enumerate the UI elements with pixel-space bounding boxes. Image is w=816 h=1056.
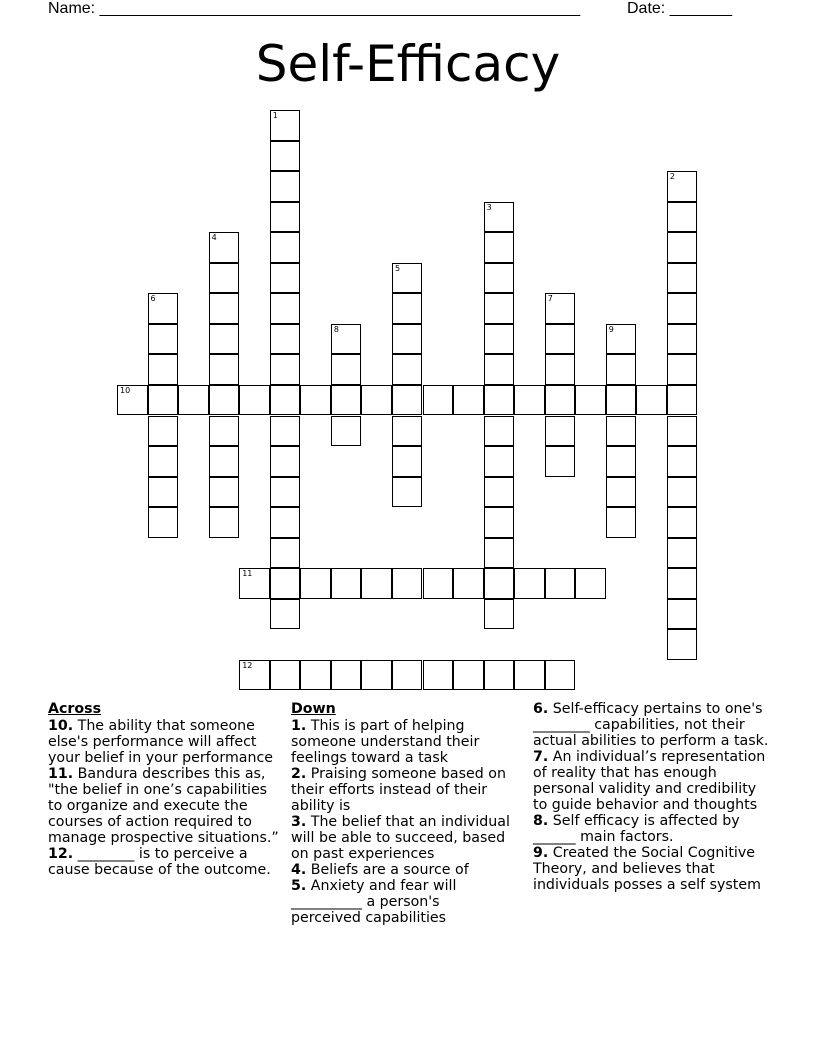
down-5-cell[interactable]	[392, 354, 423, 385]
clue-number: 1	[272, 111, 278, 120]
down-2-cell[interactable]	[667, 263, 698, 294]
clue-number: 8	[333, 324, 339, 334]
down-1-cell[interactable]	[270, 110, 301, 141]
down-7-cell[interactable]	[545, 354, 576, 385]
across-10-cell[interactable]	[300, 385, 331, 416]
down-1-cell[interactable]	[270, 141, 301, 172]
across-12-cell[interactable]	[453, 660, 484, 691]
clue-number: 7	[547, 294, 553, 304]
down-1-cell[interactable]	[270, 263, 301, 294]
down-6-cell[interactable]	[148, 507, 179, 538]
down-4-cell[interactable]	[209, 477, 240, 508]
down-1-cell[interactable]	[270, 232, 301, 263]
down-1-cell[interactable]	[270, 477, 301, 508]
down-2-cell[interactable]	[667, 568, 698, 599]
down-6-cell[interactable]	[148, 416, 179, 447]
clue-item	[291, 766, 513, 814]
across-11-cell[interactable]	[545, 568, 576, 599]
down-2-cell[interactable]	[667, 232, 698, 263]
across-12-cell[interactable]	[270, 660, 301, 691]
clue-number: 4	[211, 233, 217, 243]
down-1-cell[interactable]	[270, 416, 301, 447]
down-8-cell[interactable]	[331, 385, 362, 416]
down-3-cell[interactable]	[484, 507, 515, 538]
across-11-cell[interactable]	[392, 568, 423, 599]
clue-item	[48, 718, 283, 766]
down-5-cell[interactable]	[392, 446, 423, 477]
clue-item-number: 10.	[48, 718, 74, 734]
down-5-cell[interactable]	[392, 324, 423, 355]
down-6-cell[interactable]	[148, 324, 179, 355]
clue-item-text: Anxiety and fear will __________ a person's perceived capabilities	[291, 878, 457, 926]
down-7-cell[interactable]	[545, 416, 576, 447]
down-9-cell[interactable]	[606, 324, 637, 355]
across-11-cell[interactable]	[300, 568, 331, 599]
page-title: Self-Efficacy	[255, 35, 561, 93]
clue-item	[533, 701, 773, 749]
clue-item	[533, 845, 773, 893]
across-11-cell[interactable]	[423, 568, 454, 599]
across-10-cell[interactable]	[636, 385, 667, 416]
down-4-cell[interactable]	[209, 446, 240, 477]
across-12-cell[interactable]	[239, 660, 270, 691]
down-3-cell[interactable]	[484, 477, 515, 508]
down-8-cell[interactable]	[331, 416, 362, 447]
down-2-cell[interactable]	[667, 538, 698, 569]
clue-number: 11	[242, 569, 253, 579]
down-5-cell[interactable]	[392, 385, 423, 416]
down-clue-list-continued	[533, 701, 773, 893]
down-clue-list	[291, 718, 513, 926]
across-10-cell[interactable]	[239, 385, 270, 416]
down-clues-column-continued	[533, 701, 773, 893]
across-11-cell[interactable]	[239, 568, 270, 599]
down-1-cell[interactable]	[270, 324, 301, 355]
clue-item-number: 5.	[291, 878, 307, 894]
clue-item	[291, 862, 513, 878]
down-1-cell[interactable]	[270, 538, 301, 569]
down-3-cell[interactable]	[484, 354, 515, 385]
down-2-cell[interactable]	[667, 354, 698, 385]
across-10-cell[interactable]	[423, 385, 454, 416]
down-heading: Down	[291, 701, 336, 717]
clue-item-number: 7.	[533, 749, 549, 765]
down-5-cell[interactable]	[392, 293, 423, 324]
clue-item-number: 2.	[291, 766, 307, 782]
down-9-cell[interactable]	[606, 416, 637, 447]
down-6-cell[interactable]	[148, 477, 179, 508]
down-2-cell[interactable]	[667, 171, 698, 202]
across-10-cell[interactable]	[361, 385, 392, 416]
across-12-cell[interactable]	[392, 660, 423, 691]
down-7-cell[interactable]	[545, 324, 576, 355]
down-9-cell[interactable]	[606, 477, 637, 508]
clue-item-number: 3.	[291, 814, 307, 830]
down-3-cell[interactable]	[484, 416, 515, 447]
down-2-cell[interactable]	[667, 385, 698, 416]
clue-item-number: 8.	[533, 813, 549, 829]
across-10-cell[interactable]	[575, 385, 606, 416]
down-9-cell[interactable]	[606, 385, 637, 416]
down-clues-column	[291, 701, 513, 926]
down-1-cell[interactable]	[270, 446, 301, 477]
down-3-cell[interactable]	[484, 538, 515, 569]
clue-item	[48, 766, 283, 846]
down-1-cell[interactable]	[270, 202, 301, 233]
down-6-cell[interactable]	[148, 385, 179, 416]
clue-item-text: Self-efficacy pertains to one's ________ capabilities, not their actual abilities to perform a task.	[533, 701, 769, 749]
down-1-cell[interactable]	[270, 354, 301, 385]
down-7-cell[interactable]	[545, 293, 576, 324]
down-4-cell[interactable]	[209, 416, 240, 447]
across-clue-list	[48, 718, 283, 878]
across-10-cell[interactable]	[453, 385, 484, 416]
down-1-cell[interactable]	[270, 385, 301, 416]
down-3-cell[interactable]	[484, 568, 515, 599]
down-5-cell[interactable]	[392, 263, 423, 294]
down-9-cell[interactable]	[606, 446, 637, 477]
down-1-cell[interactable]	[270, 171, 301, 202]
down-4-cell[interactable]	[209, 324, 240, 355]
across-heading: Across	[48, 701, 102, 717]
down-1-cell[interactable]	[270, 507, 301, 538]
clue-item-number: 12.	[48, 846, 74, 862]
name-field-label: Name: ______________________________________________________	[48, 0, 581, 17]
down-1-cell[interactable]	[270, 293, 301, 324]
clue-item-text: The ability that someone else's performance will affect your belief in your performance	[48, 718, 273, 766]
across-clues-column	[48, 701, 283, 878]
across-10-cell[interactable]	[117, 385, 148, 416]
clue-item-text: Praising someone based on their efforts instead of their ability is	[291, 766, 506, 814]
down-9-cell[interactable]	[606, 354, 637, 385]
down-4-cell[interactable]	[209, 507, 240, 538]
date-field-label: Date: _______	[627, 0, 732, 17]
clue-item-text: Created the Social Cognitive Theory, and believes that individuals posses a self system	[533, 845, 761, 893]
down-3-cell[interactable]	[484, 324, 515, 355]
clue-item-text: ________ is to perceive a cause because of the outcome.	[48, 846, 271, 878]
clue-item	[291, 878, 513, 926]
across-10-cell[interactable]	[514, 385, 545, 416]
clue-item	[533, 813, 773, 845]
clue-number: 6	[150, 294, 156, 304]
across-12-cell[interactable]	[361, 660, 392, 691]
clue-number: 3	[486, 202, 492, 212]
down-2-cell[interactable]	[667, 416, 698, 447]
down-6-cell[interactable]	[148, 354, 179, 385]
down-7-cell[interactable]	[545, 446, 576, 477]
across-11-cell[interactable]	[361, 568, 392, 599]
across-11-cell[interactable]	[514, 568, 545, 599]
clue-item	[291, 814, 513, 862]
clue-number: 9	[608, 324, 614, 334]
down-3-cell[interactable]	[484, 263, 515, 294]
down-5-cell[interactable]	[392, 477, 423, 508]
down-4-cell[interactable]	[209, 232, 240, 263]
clue-item-text: Self efficacy is affected by ______ main factors.	[533, 813, 740, 845]
clue-item-text: The belief that an individual will be able to succeed, based on past experiences	[291, 814, 510, 862]
down-4-cell[interactable]	[209, 293, 240, 324]
down-6-cell[interactable]	[148, 446, 179, 477]
down-3-cell[interactable]	[484, 293, 515, 324]
clue-item-number: 1.	[291, 718, 307, 734]
down-3-cell[interactable]	[484, 599, 515, 630]
across-12-cell[interactable]	[331, 660, 362, 691]
clue-number: 10	[120, 385, 131, 395]
down-1-cell[interactable]	[270, 568, 301, 599]
clue-number: 2	[669, 172, 675, 182]
down-2-cell[interactable]	[667, 202, 698, 233]
down-2-cell[interactable]	[667, 324, 698, 355]
clue-item	[48, 846, 283, 878]
clue-item	[291, 718, 513, 766]
clue-item-number: 11.	[48, 766, 74, 782]
clue-item-text: Beliefs are a source of	[306, 862, 469, 878]
across-11-cell[interactable]	[453, 568, 484, 599]
clue-item-text: Bandura describes this as, "the belief in one’s capabilities to organize and execute the courses of action required to manage prospective situations.”	[48, 766, 279, 846]
across-12-cell[interactable]	[423, 660, 454, 691]
down-8-cell[interactable]	[331, 354, 362, 385]
across-12-cell[interactable]	[300, 660, 331, 691]
down-2-cell[interactable]	[667, 477, 698, 508]
across-11-cell[interactable]	[331, 568, 362, 599]
across-12-cell[interactable]	[484, 660, 515, 691]
down-3-cell[interactable]	[484, 446, 515, 477]
across-12-cell[interactable]	[545, 660, 576, 691]
down-3-cell[interactable]	[484, 202, 515, 233]
across-12-cell[interactable]	[514, 660, 545, 691]
down-8-cell[interactable]	[331, 324, 362, 355]
across-11-cell[interactable]	[575, 568, 606, 599]
down-2-cell[interactable]	[667, 293, 698, 324]
clue-item-number: 9.	[533, 845, 549, 861]
across-10-cell[interactable]	[178, 385, 209, 416]
clue-item-text: An individual’s representation of reality that has enough personal validity and credibility to guide behavior and thoughts	[533, 749, 766, 813]
down-1-cell[interactable]	[270, 599, 301, 630]
down-3-cell[interactable]	[484, 232, 515, 263]
down-2-cell[interactable]	[667, 629, 698, 660]
down-2-cell[interactable]	[667, 507, 698, 538]
down-3-cell[interactable]	[484, 385, 515, 416]
clue-item-number: 6.	[533, 701, 549, 717]
down-2-cell[interactable]	[667, 446, 698, 477]
clue-number: 12	[242, 660, 253, 670]
down-2-cell[interactable]	[667, 599, 698, 630]
down-4-cell[interactable]	[209, 354, 240, 385]
clue-number: 5	[394, 263, 401, 273]
down-4-cell[interactable]	[209, 263, 240, 294]
clue-item-text: This is part of helping someone understand their feelings toward a task	[291, 718, 480, 766]
down-7-cell[interactable]	[545, 385, 576, 416]
clue-item	[533, 749, 773, 813]
down-5-cell[interactable]	[392, 416, 423, 447]
clue-item-number: 4.	[291, 862, 307, 878]
down-4-cell[interactable]	[209, 385, 240, 416]
down-9-cell[interactable]	[606, 507, 637, 538]
down-6-cell[interactable]	[148, 293, 179, 324]
